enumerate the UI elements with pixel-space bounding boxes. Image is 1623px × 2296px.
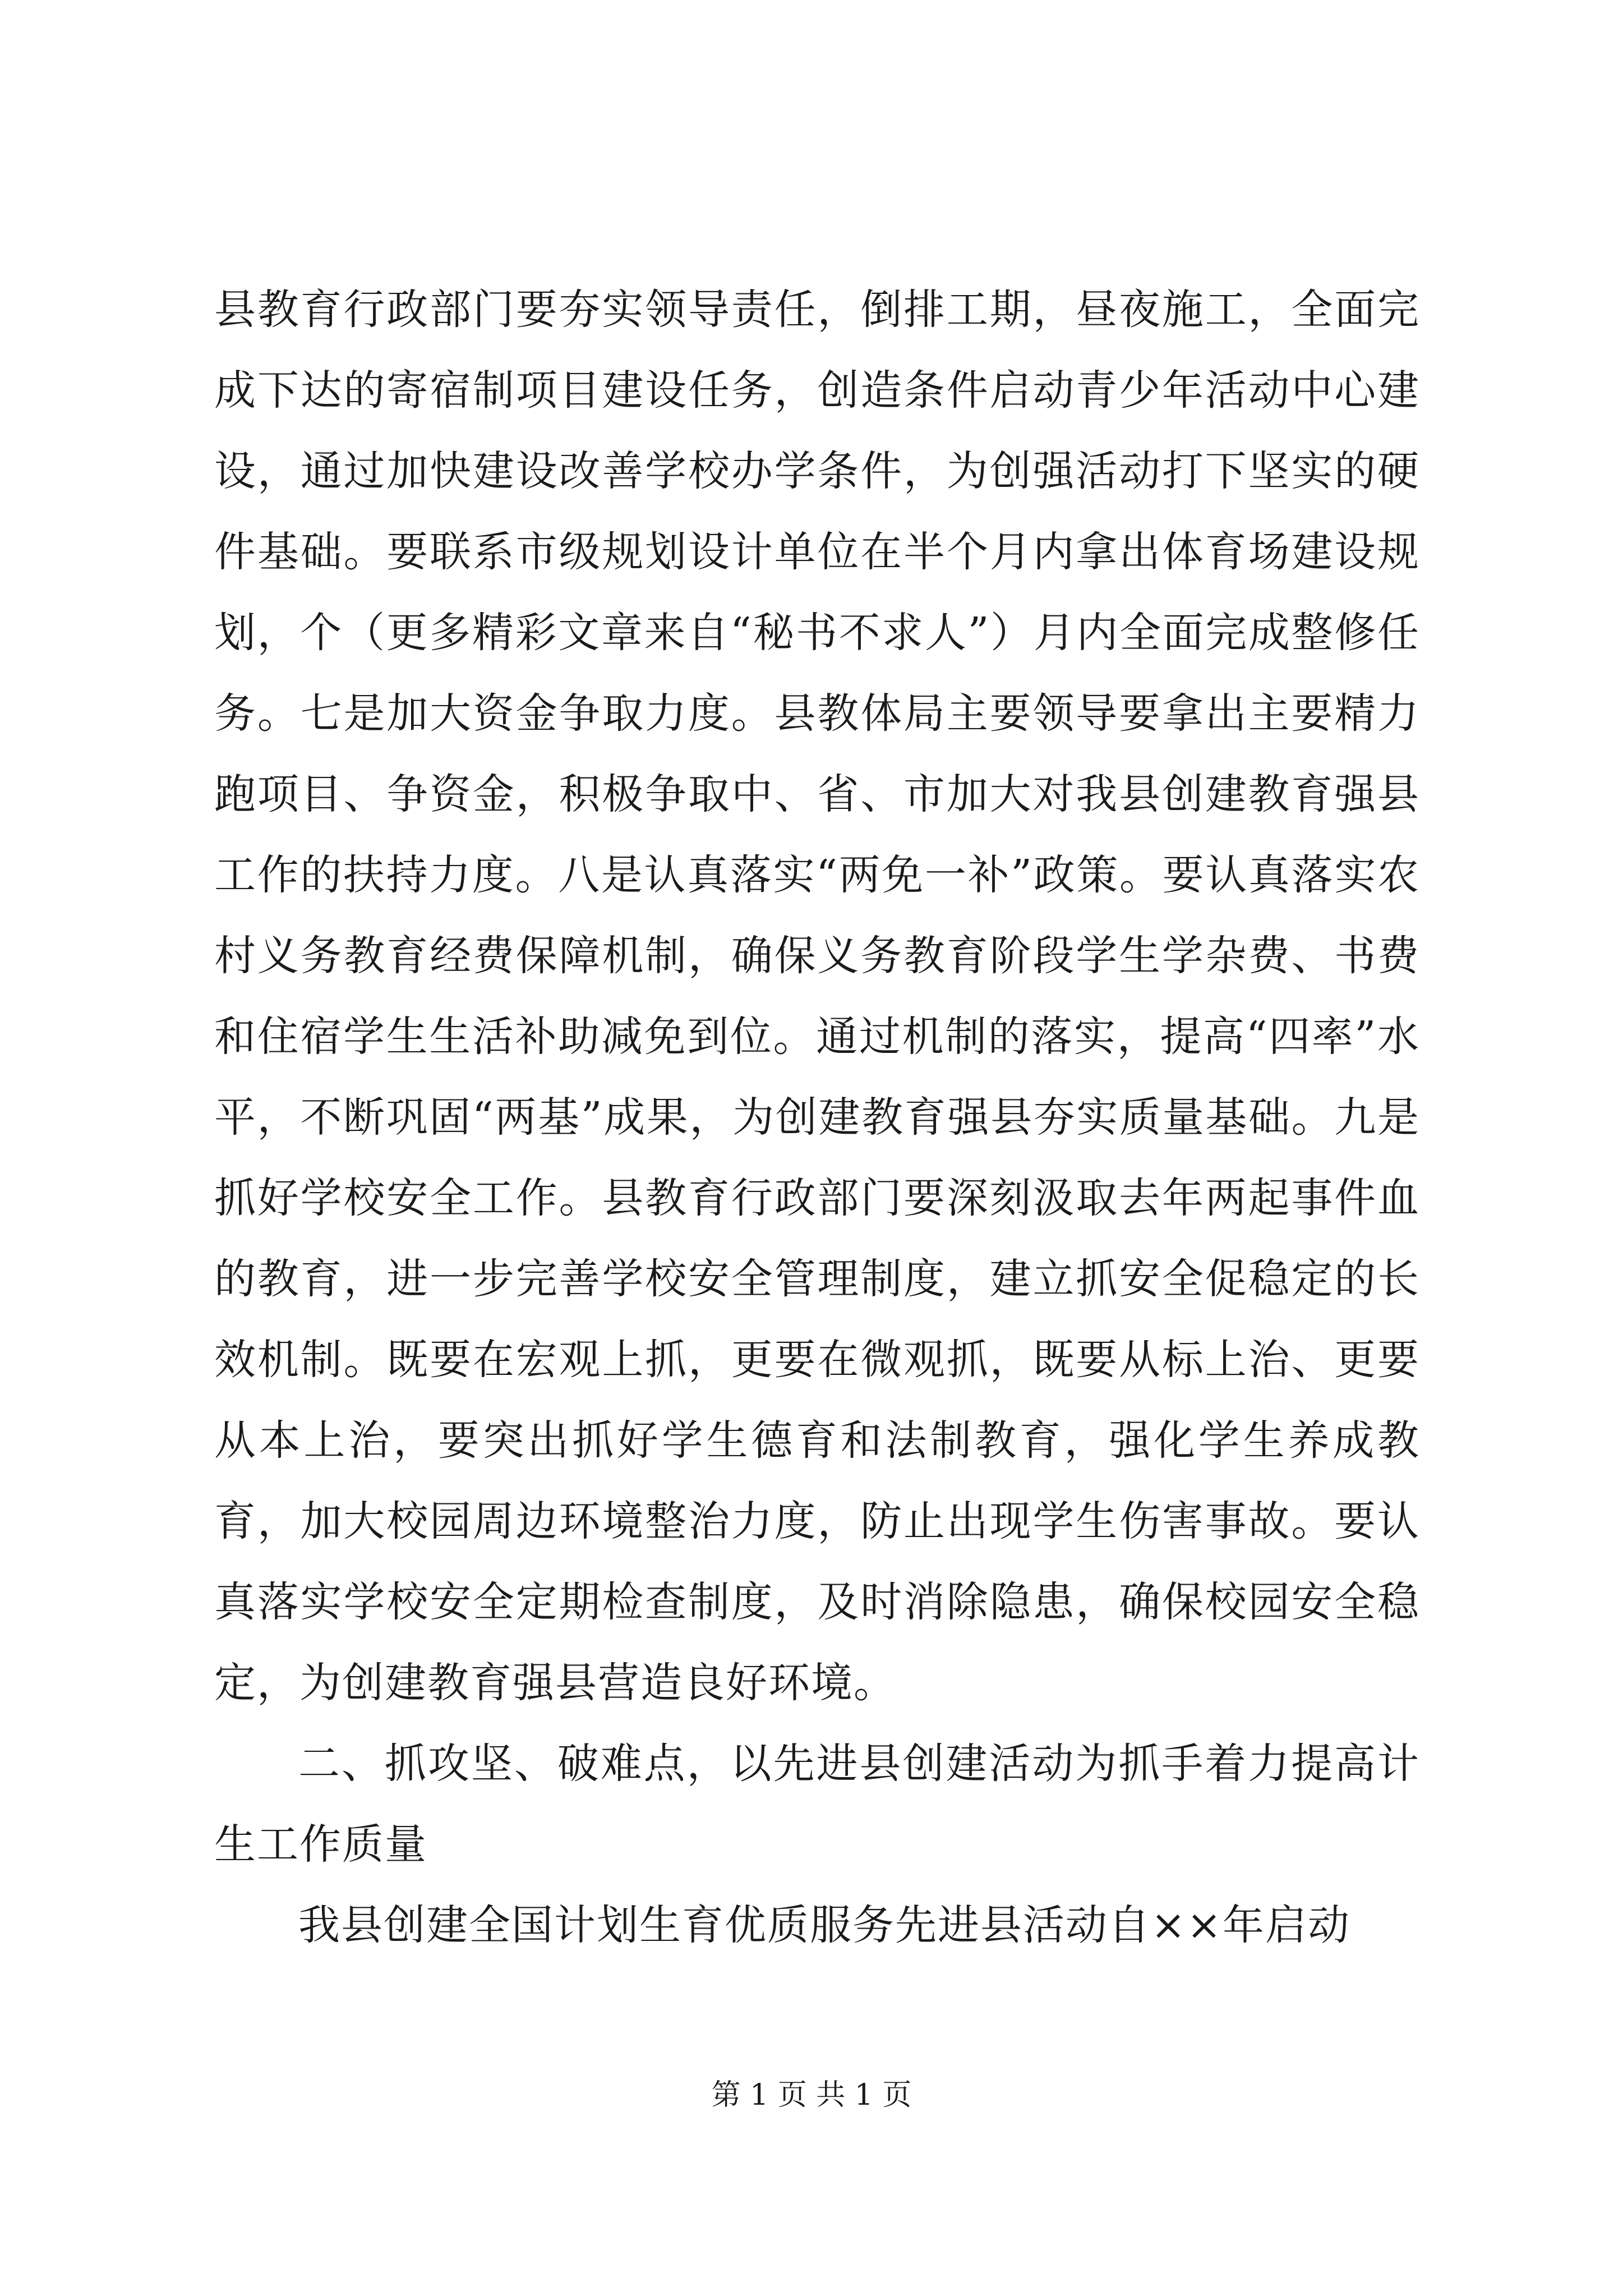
page-footer: 第 1 页 共 1 页 [711, 2078, 912, 2112]
body-paragraph-1: 县教育行政部门要夯实领导责任，倒排工期，昼夜施工，全面完成下达的寄宿制项目建设任务，创造条件启动青少年活动中心建设，通过加快建设改善学校办学条件，为创强活动打下坚实的硬件基础。要联系市级规划设计单位在半个月内拿出体育场建设规划，个（更多精彩文章来自“秘书不求人”）月内全面完成整修任务。七是加大资金争取力度。县教体局主要领导要拿出主要精力跑项目、争资金，积极争取中、省、市加大对我县创建教育强县工作的扶持力度。八是认真落实“两免一补”政策。要认真落实农村义务教育经费保障机制，确保义务教育阶段学生学杂费、书费和住宿学生生活补助减免到位。通过机制的落实，提高“四率”水平，不断巩固“两基”成果，为创建教育强县夯实质量基础。九是抓好学校安全工作。县教育行政部门要深刻汲取去年两起事件血的教育，进一步完善学校安全管理制度，建立抓安全促稳定的长效机制。既要在宏观上抓，更要在微观抓，既要从标上治、更要从本上治，要突出抓好学生德育和法制教育，强化学生养成教育，加大校园周边环境整治力度，防止出现学生伤害事故。要认真落实学校安全定期检查制度，及时消除隐患，确保校园安全稳定，为创建教育强县营造良好环境。 [214, 286, 1420, 1707]
body-paragraph-3: 我县创建全国计划生育优质服务先进县活动自××年启动 [298, 1901, 1351, 1949]
section-heading-2: 二、抓攻坚、破难点，以先进县创建活动为抓手着力提高计生工作质量 [214, 1740, 1420, 1869]
document-body [214, 269, 1420, 1966]
